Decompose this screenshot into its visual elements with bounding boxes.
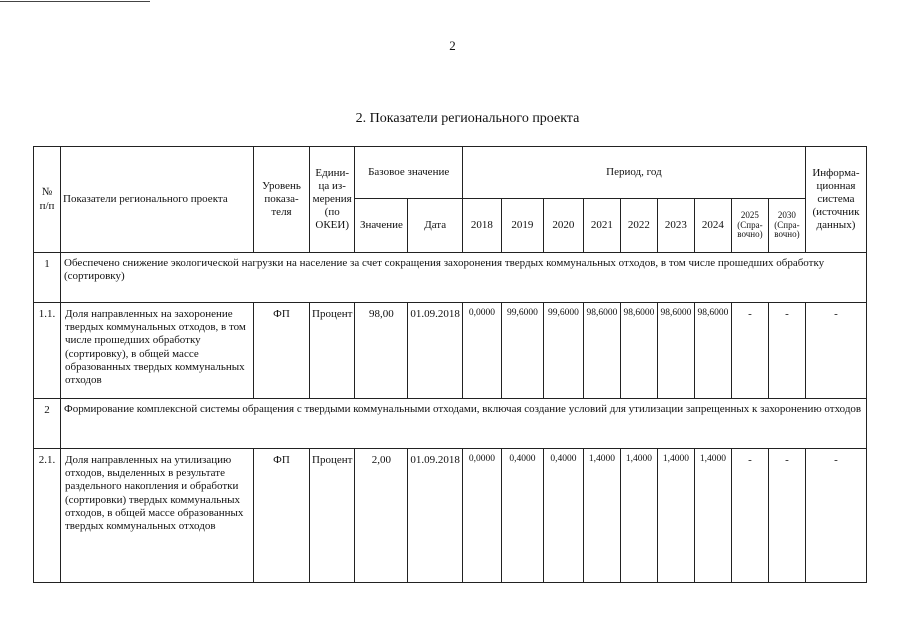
base-value: 2,00 xyxy=(355,449,408,583)
indicator-row xyxy=(34,449,867,583)
page-number: 2 xyxy=(449,38,456,53)
header-year: 2023 xyxy=(657,199,694,253)
group-row xyxy=(34,253,867,303)
year-value-reference: - xyxy=(768,303,805,399)
header-year: 2022 xyxy=(620,199,657,253)
year-value: 1,4000 xyxy=(620,449,657,583)
year-value: 98,6000 xyxy=(583,303,620,399)
year-value: 98,6000 xyxy=(620,303,657,399)
year-value-reference: - xyxy=(731,449,768,583)
header-base-date: Дата xyxy=(408,199,463,253)
year-value: 0,4000 xyxy=(543,449,583,583)
header-period: Период, год xyxy=(462,147,805,199)
header-year: 2018 xyxy=(462,199,501,253)
group-title: Обеспечено снижение экологической нагрузки на население за счет сокращения захоронения твердых коммунальных отходов, в том числе прошедших обработку (сортировку) xyxy=(61,253,867,303)
indicator-unit: Процент xyxy=(310,449,355,583)
base-date: 01.09.2018 xyxy=(408,303,463,399)
indicator-level: ФП xyxy=(254,449,310,583)
header-year: 2019 xyxy=(501,199,543,253)
header-year-reference: 2025 (Спра-вочно) xyxy=(731,199,768,253)
group-row xyxy=(34,399,867,449)
header-row-1 xyxy=(34,147,867,199)
header-base-value: Значение xyxy=(355,199,408,253)
year-value: 99,6000 xyxy=(501,303,543,399)
header-level: Уровень показа-теля xyxy=(254,147,310,253)
group-title: Формирование комплексной системы обращения с твердыми коммунальными отходами, включая создание условий для утилизации запрещенных к захоронению отходов xyxy=(61,399,867,449)
year-value: 98,6000 xyxy=(694,303,731,399)
year-value: 1,4000 xyxy=(657,449,694,583)
info-system-value: - xyxy=(805,303,866,399)
info-system-value: - xyxy=(805,449,866,583)
header-unit: Едини-ца из-мерения (по ОКЕИ) xyxy=(310,147,355,253)
group-number: 2 xyxy=(34,399,61,449)
header-year: 2024 xyxy=(694,199,731,253)
indicator-row xyxy=(34,303,867,399)
header-year: 2021 xyxy=(583,199,620,253)
header-indicator: Показатели регионального проекта xyxy=(61,147,254,253)
indicator-unit: Процент xyxy=(310,303,355,399)
indicator-name: Доля направленных на захоронение твердых коммунальных отходов, в том числе прошедших обработку (сортировку), в общей массе образованных твердых коммунальных отходов xyxy=(61,303,254,399)
year-value-reference: - xyxy=(731,303,768,399)
indicators-table xyxy=(33,146,867,583)
header-year-reference: 2030 (Спра-вочно) xyxy=(768,199,805,253)
base-value: 98,00 xyxy=(355,303,408,399)
year-value: 99,6000 xyxy=(543,303,583,399)
year-value: 0,0000 xyxy=(462,449,501,583)
year-value-reference: - xyxy=(768,449,805,583)
header-year: 2020 xyxy=(543,199,583,253)
header-info-system: Информа-ционная система (источник данных) xyxy=(805,147,866,253)
year-value: 0,0000 xyxy=(462,303,501,399)
section-title: 2. Показатели регионального проекта xyxy=(355,111,580,126)
indicator-number: 2.1. xyxy=(34,449,61,583)
base-date: 01.09.2018 xyxy=(408,449,463,583)
indicator-number: 1.1. xyxy=(34,303,61,399)
group-number: 1 xyxy=(34,253,61,303)
year-value: 98,6000 xyxy=(657,303,694,399)
top-left-rule xyxy=(0,1,150,2)
indicator-level: ФП xyxy=(254,303,310,399)
header-num: № п/п xyxy=(34,147,61,253)
year-value: 1,4000 xyxy=(583,449,620,583)
indicator-name: Доля направленных на утилизацию отходов, выделенных в результате раздельного накопления и обработки (сортировки) твердых коммунальных отходов, в общей массе образованных твердых коммунальных отходов xyxy=(61,449,254,583)
year-value: 0,4000 xyxy=(501,449,543,583)
year-value: 1,4000 xyxy=(694,449,731,583)
header-base: Базовое значение xyxy=(355,147,463,199)
